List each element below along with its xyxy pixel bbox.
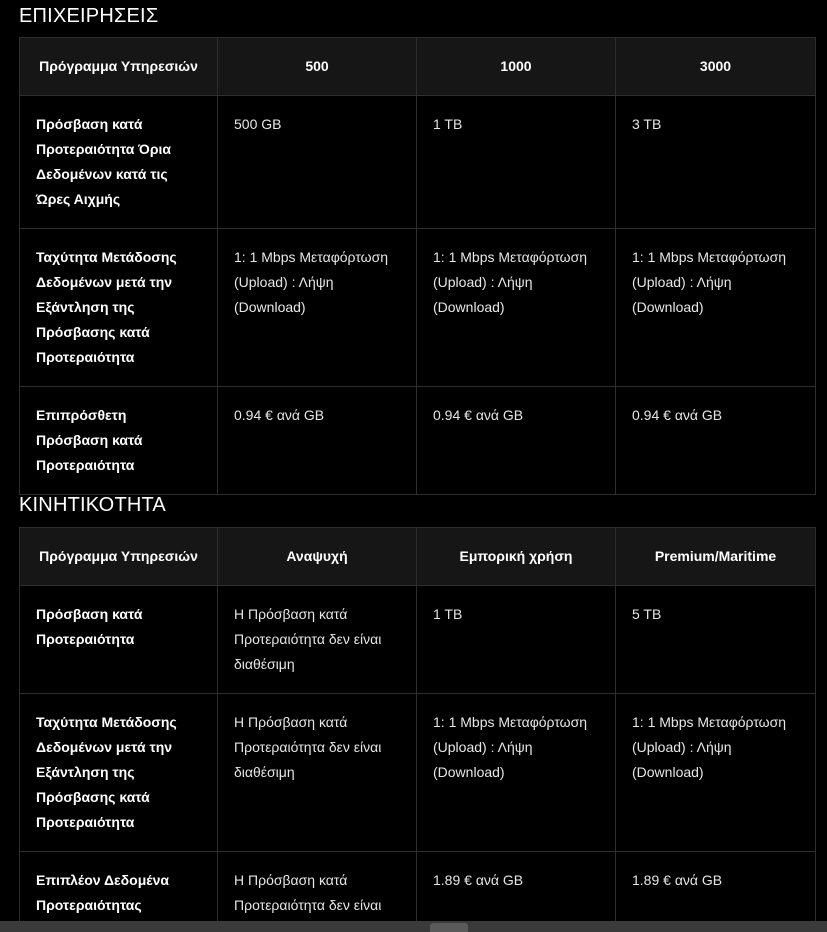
table-cell: 1.89 € ανά GB: [417, 852, 616, 932]
table-cell: 1: 1 Mbps Μεταφόρτωση (Upload) : Λήψη (Download): [417, 229, 616, 387]
table-cell: 1: 1 Mbps Μεταφόρτωση (Upload) : Λήψη (Download): [218, 229, 417, 387]
table-cell: 1: 1 Mbps Μεταφόρτωση (Upload) : Λήψη (Download): [616, 694, 816, 852]
column-header-plan-500: 500: [218, 38, 417, 96]
table-header-row: [20, 528, 816, 586]
table-cell: 0.94 € ανά GB: [218, 387, 417, 495]
bottom-scrollbar[interactable]: [0, 921, 827, 932]
table-row: [20, 96, 816, 229]
row-label-additional-priority-access: Επιπρόσθετη Πρόσβαση κατά Προτεραιότητα: [20, 387, 218, 495]
column-header-premium-maritime: Premium/Maritime: [616, 528, 816, 586]
row-label-priority-access: Πρόσβαση κατά Προτεραιότητα: [20, 586, 218, 694]
table-cell: 1: 1 Mbps Μεταφόρτωση (Upload) : Λήψη (Download): [417, 694, 616, 852]
table-header-row: [20, 38, 816, 96]
table-row: [20, 852, 816, 932]
scrollbar-handle[interactable]: [430, 923, 468, 932]
table-cell: 3 TB: [616, 96, 816, 229]
table-row: [20, 586, 816, 694]
table-row: [20, 387, 816, 495]
table-cell: 0.94 € ανά GB: [417, 387, 616, 495]
row-label-extra-priority-data: Επιπλέον Δεδομένα Προτεραιότητας: [20, 852, 218, 932]
column-header-service-plan: Πρόγραμμα Υπηρεσιών: [20, 528, 218, 586]
mobility-plans-table: [19, 527, 816, 932]
table-cell: Η Πρόσβαση κατά Προτεραιότητα δεν είναι διαθέσιμη: [218, 694, 417, 852]
table-cell: Η Πρόσβαση κατά Προτεραιότητα δεν είναι: [218, 852, 417, 932]
table-cell: 1 TB: [417, 96, 616, 229]
table-row: [20, 694, 816, 852]
table-row: [20, 229, 816, 387]
table-cell: 1: 1 Mbps Μεταφόρτωση (Upload) : Λήψη (Download): [616, 229, 816, 387]
column-header-plan-1000: 1000: [417, 38, 616, 96]
row-label-priority-access-limits: Πρόσβαση κατά Προτεραιότητα Όρια Δεδομένων κατά τις Ώρες Αιχμής: [20, 96, 218, 229]
business-plans-table: [19, 37, 816, 495]
table-cell: 0.94 € ανά GB: [616, 387, 816, 495]
table-cell: Η Πρόσβαση κατά Προτεραιότητα δεν είναι διαθέσιμη: [218, 586, 417, 694]
table-cell: 1.89 € ανά GB: [616, 852, 816, 932]
table-cell: 500 GB: [218, 96, 417, 229]
business-section-title: ΕΠΙΧΕΙΡΗΣΕΙΣ: [19, 5, 159, 27]
column-header-plan-3000: 3000: [616, 38, 816, 96]
row-label-speed-after-depletion: Ταχύτητα Μετάδοσης Δεδομένων μετά την Εξάντληση της Πρόσβασης κατά Προτεραιότητα: [20, 694, 218, 852]
row-label-speed-after-depletion: Ταχύτητα Μετάδοσης Δεδομένων μετά την Εξάντληση της Πρόσβασης κατά Προτεραιότητα: [20, 229, 218, 387]
table-cell: 1 TB: [417, 586, 616, 694]
column-header-service-plan: Πρόγραμμα Υπηρεσιών: [20, 38, 218, 96]
table-cell: 5 TB: [616, 586, 816, 694]
mobility-section-title: ΚΙΝΗΤΙΚΟΤΗΤΑ: [19, 494, 166, 516]
column-header-commercial: Εμπορική χρήση: [417, 528, 616, 586]
column-header-recreation: Αναψυχή: [218, 528, 417, 586]
